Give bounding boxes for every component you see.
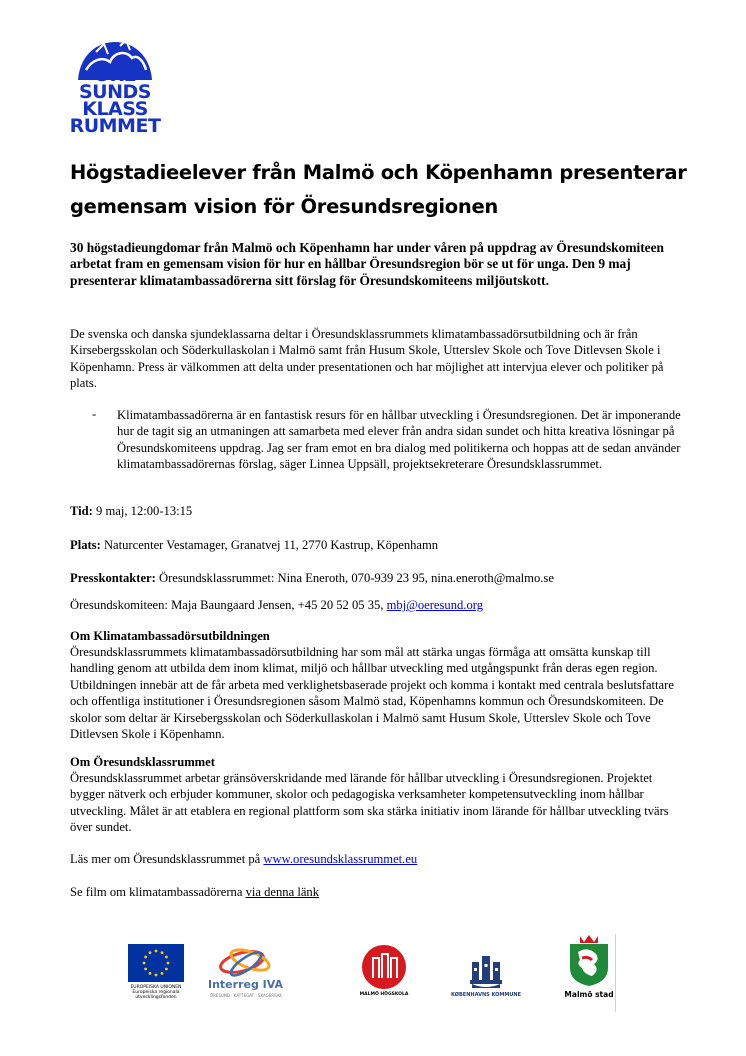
eu-caption: EUROPEISKA UNIONEN Europeiska regionala utvecklingsfonden: [130, 985, 182, 1000]
press-contact-line: [70, 570, 682, 586]
press-label: Presskontakter:: [70, 571, 156, 585]
interreg-subtitle: ÖRESUND · KATTEGAT · SKAGERRAK: [210, 993, 283, 998]
intro-paragraph: De svenska och danska sjundeklassarna deltar i Öresundsklassrummets klimatambassadörsutbildning och är från Kirsebergsskolan och Söderkullaskolan i Malmö samt från Husum Skole, Utterslev Skole och Tove Ditlevsen Skole i Köpenhamn. Press är välkommen att delta under presentationen och har möjlighet att intervjua elever och politiker på plats.: [70, 327, 664, 391]
time-line: [70, 503, 682, 519]
press-value: Öresundsklassrummet: Nina Eneroth, 070-939 23 95, nina.eneroth@malmo.se: [158, 571, 554, 585]
time-label: Tid:: [70, 504, 93, 518]
oresundsklassrummet-logo: [66, 40, 164, 136]
quote-paragraph: Klimatambassadörerna är en fantastisk resurs för en hållbar utveckling i Öresundsregionen. Det är imponerande hur de tagit sig an utmaningen att samarbeta med elever från andra sidan sundet och hitta kreativa lösningar på Öresundskomiteens uppdrag. Jag ser fram emot en bra dialog med politikerna och hoppas att de sedan använder klimatambassadörernas förslag, säger Linnea Uppsäll, projektsekreterare Öresundsklassrummet.: [117, 408, 681, 472]
kobenhavn-castle-icon: [468, 950, 504, 988]
time-value: 9 maj, 12:00-13:15: [96, 504, 193, 518]
logo-line-3: KLASS: [82, 98, 148, 120]
partner-logos: [0, 930, 746, 1020]
interreg-label: Interreg IVA: [208, 978, 284, 991]
readmore-line: [70, 851, 682, 867]
page-title: Högstadieelever från Malmö och Köpenhamn presenterar gemensam vision för Öresundsregionen: [70, 161, 687, 218]
committee-contact-text: Öresundskomiteen: Maja Baungaard Jensen, +45 20 52 05 35,: [70, 598, 387, 612]
malmo-stad-crest-icon: [566, 934, 612, 988]
section2-heading: Om Öresundsklassrummet: [70, 755, 215, 769]
quote-dash: -: [92, 407, 97, 421]
interreg-swoosh-icon: [212, 944, 282, 978]
lead-paragraph: 30 högstadieungdomar från Malmö och Köpenhamn har under våren på uppdrag av Öresundskomiteen arbetat fram en gemensam vision för hur en hållbar Öresundsregion bör se ut för unga. Den 9 maj presenterar klimatambassadörerna sitt förslag för Öresundskomiteens miljöutskott.: [70, 240, 664, 288]
place-label: Plats:: [70, 538, 101, 552]
logo-line-4: RUMMET: [69, 115, 161, 137]
readmore-text: Läs mer om Öresundsklassrummet på: [70, 852, 264, 866]
malmo-hogskola-emblem-icon: [360, 944, 408, 990]
section1-heading: Om Klimatambassadörsutbildningen: [70, 629, 270, 643]
logo-line-1: ÖRE: [93, 64, 137, 86]
eu-flag-icon: [128, 944, 184, 982]
partner-divider: [615, 934, 616, 1012]
committee-contact-line: [70, 597, 682, 613]
kobenhavns-kommune-label: KØBENHAVNS KOMMUNE: [450, 992, 522, 998]
malmo-stad-label: Malmö stad: [564, 990, 614, 999]
section2-body: Öresundsklassrummet arbetar gränsöverskridande med lärande för hållbar utveckling i Öresundsregionen. Projektet bygger nätverk och erbjuder kommuner, skolor och pedagogiska verksamheter kompetensutveckling inom hållbar utveckling. Målet är att etablera en regional plattform som ska stärka initiativ inom lärande för hållbar utveckling tvärs över sundet.: [70, 771, 669, 835]
malmo-hogskola-label: MALMÖ HÖGSKOLA: [359, 992, 409, 997]
section1-body: Öresundsklassrummets klimatambassadörsutbildning har som mål att stärka ungas förmåga att omsätta kunskap till handling genom att utbilda dem inom klimat, miljö och hållbar utveckling med utgångspunkt från deras egen region. Utbildningen innebär att de får arbeta med verklighetsbaserade projekt och komma i kontakt med centrala beslutsfattare och offentliga institutioner i Öresundsregionen såsom Malmö stad, Köpenhamns kommun och Öresundskomiteen. De skolor som deltar är Kirsebergsskolan och Söderkullaskolan i Malmö samt Husum Skole, Utterslev Skole och Tove Ditlevsen Skole i Köpenhamn.: [70, 645, 674, 742]
place-value: Naturcenter Vestamager, Granatvej 11, 2770 Kastrup, Köpenhamn: [103, 538, 439, 552]
eu-stars-icon: [128, 944, 184, 982]
place-line: [70, 537, 682, 553]
logo-line-2: SUNDS: [79, 81, 151, 103]
film-text: Se film om klimatambassadörerna: [70, 885, 246, 899]
committee-email-link[interactable]: mbj@oeresund.org: [386, 598, 483, 612]
film-line: [70, 884, 682, 900]
website-link[interactable]: www.oresundsklassrummet.eu: [263, 852, 418, 866]
film-link[interactable]: via denna länk: [245, 885, 320, 899]
